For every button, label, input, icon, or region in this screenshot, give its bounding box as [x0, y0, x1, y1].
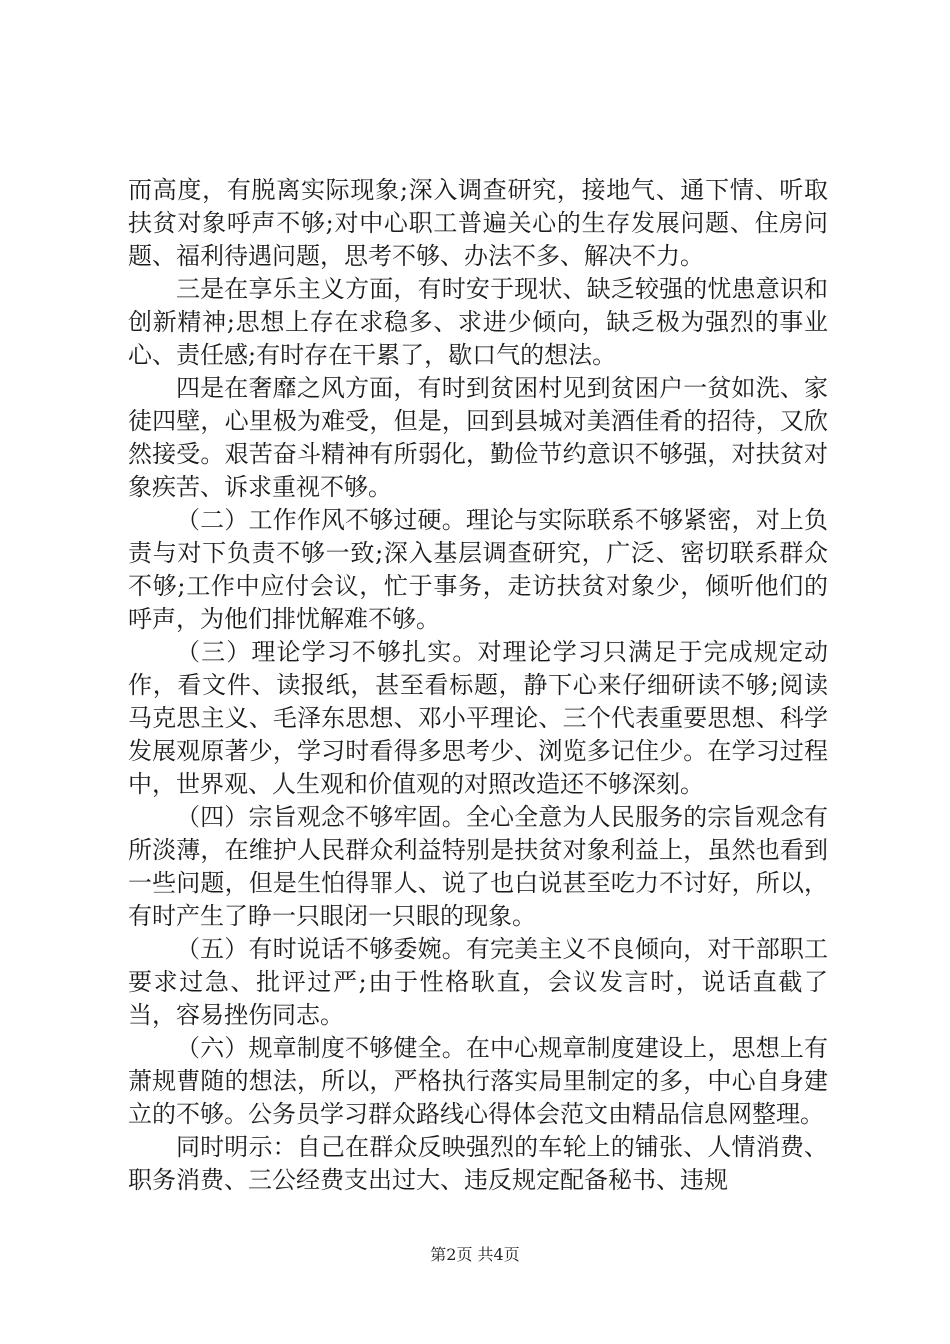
- paragraph-2: 三是在享乐主义方面，有时安于现状、缺乏较强的忧患意识和创新精神;思想上存在求稳多、求进少倾向，缺乏极为强烈的事业心、责任感;有时存在干累了，歇口气的想法。: [128, 275, 828, 369]
- paragraph-4: （二）工作作风不够过硬。理论与实际联系不够紧密，对上负责与对下负责不够一致;深入基层调查研究，广泛、密切联系群众不够;工作中应付会议，忙于事务，走访扶贫对象少，倾听他们的呼声，为他们排忧解难不够。: [128, 506, 828, 633]
- paragraph-9: 同时明示：自己在群众反映强烈的车轮上的铺张、人情消费、职务消费、三公经费支出过大、违反规定配备秘书、违规: [128, 1133, 828, 1194]
- paragraph-5: （三）理论学习不够扎实。对理论学习只满足于完成规定动作，看文件、读报纸，甚至看标题，静下心来仔细研读不够;阅读马克思主义、毛泽东思想、邓小平理论、三个代表重要思想、科学发展观原著少，学习时看得多思考少、浏览多记住少。在学习过程中，世界观、人生观和价值观的对照改造还不够深刻。: [128, 638, 828, 798]
- paragraph-8: （六）规章制度不够健全。在中心规章制度建设上，思想上有萧规曹随的想法，所以，严格执行落实局里制定的多，中心自身建立的不够。公务员学习群众路线心得体会范文由精品信息网整理。: [128, 1034, 828, 1128]
- paragraph-3: 四是在奢靡之风方面，有时到贫困村见到贫困户一贫如洗、家徒四壁，心里极为难受，但是，回到县城对美酒佳肴的招待，又欣然接受。艰苦奋斗精神有所弱化，勤俭节约意识不够强，对扶贫对象疾苦、诉求重视不够。: [128, 374, 828, 501]
- paragraph-7: （五）有时说话不够委婉。有完美主义不良倾向，对干部职工要求过急、批评过严;由于性格耿直，会议发言时，说话直截了当，容易挫伤同志。: [128, 935, 828, 1029]
- paragraph-1: 而高度，有脱离实际现象;深入调查研究，接地气、通下情、听取扶贫对象呼声不够;对中心职工普遍关心的生存发展问题、住房问题、福利待遇问题，思考不够、办法不多、解决不力。: [128, 176, 828, 270]
- page-footer: 第2页 共4页: [430, 1245, 520, 1264]
- paragraph-6: （四）宗旨观念不够牢固。全心全意为人民服务的宗旨观念有所淡薄，在维护人民群众利益特别是扶贫对象利益上，虽然也看到一些问题，但是生怕得罪人、说了也白说甚至吃力不讨好，所以，有时产生了睁一只眼闭一只眼的现象。: [128, 803, 828, 930]
- document-body: [128, 174, 828, 1197]
